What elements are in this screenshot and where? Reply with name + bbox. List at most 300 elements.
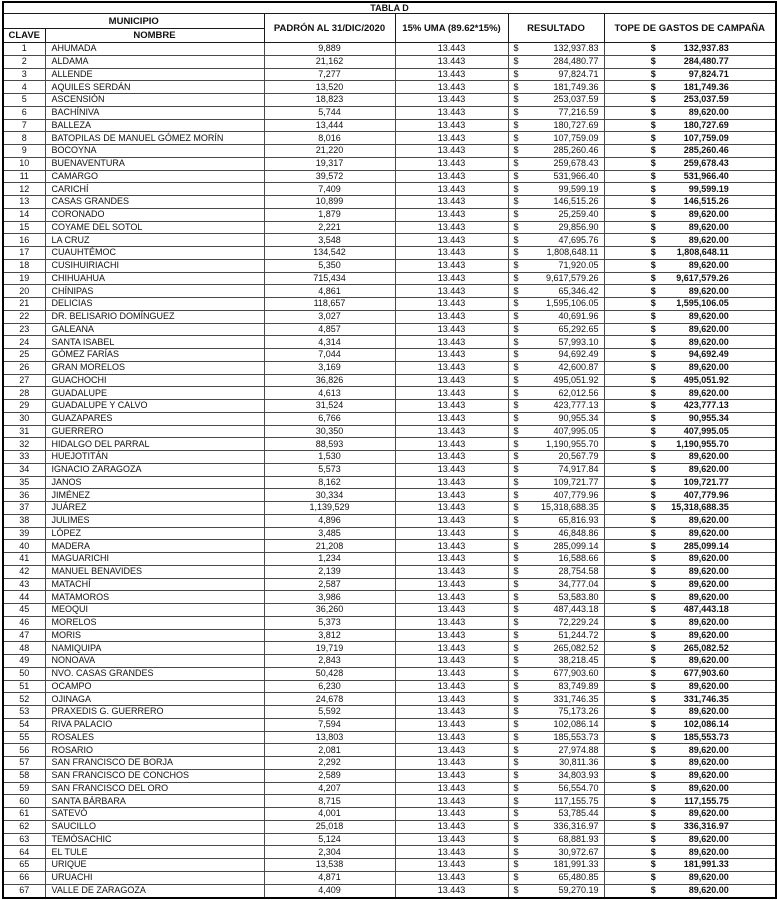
uma-cell: 13.443: [395, 744, 508, 757]
clave-cell: 36: [3, 489, 45, 502]
currency-symbol: $: [513, 425, 519, 436]
nombre-cell: ALLENDE: [45, 68, 264, 81]
currency-symbol: $: [513, 260, 519, 271]
currency-symbol: $: [513, 464, 519, 475]
resultado-value: 75,173.26: [558, 706, 599, 717]
resultado-cell: [508, 221, 604, 234]
resultado-amount: [509, 133, 604, 144]
currency-symbol: $: [650, 170, 656, 181]
currency-symbol: $: [650, 578, 656, 589]
currency-symbol: $: [650, 311, 656, 322]
currency-symbol: $: [650, 668, 656, 679]
resultado-amount: [509, 184, 604, 195]
table-row: [3, 833, 776, 846]
clave-cell: 10: [3, 157, 45, 170]
table-row: [3, 731, 776, 744]
tope-amount: [651, 668, 729, 679]
resultado-amount: [509, 783, 604, 794]
currency-symbol: $: [650, 132, 656, 143]
resultado-amount: [509, 235, 604, 246]
currency-symbol: $: [650, 107, 656, 118]
currency-symbol: $: [513, 885, 519, 896]
uma-cell: 13.443: [395, 604, 508, 617]
nombre-cell: JANOS: [45, 476, 264, 489]
padron-cell: 36,826: [264, 374, 395, 387]
nombre-cell: NAMIQUIPA: [45, 642, 264, 655]
currency-symbol: $: [650, 719, 656, 730]
padron-cell: 6,230: [264, 680, 395, 693]
tope-amount: [651, 490, 729, 501]
nombre-cell: HIDALGO DEL PARRAL: [45, 438, 264, 451]
nombre-cell: URUACHI: [45, 871, 264, 884]
uma-cell: 13.443: [395, 757, 508, 770]
currency-symbol: $: [650, 885, 656, 896]
padron-cell: 21,162: [264, 55, 395, 68]
currency-symbol: $: [650, 158, 656, 169]
table-row: [3, 667, 776, 680]
resultado-cell: [508, 718, 604, 731]
currency-symbol: $: [513, 387, 519, 398]
resultado-cell: [508, 68, 604, 81]
tope-cell: [604, 374, 776, 387]
currency-symbol: $: [513, 196, 519, 207]
currency-symbol: $: [513, 349, 519, 360]
table-row: [3, 400, 776, 413]
currency-symbol: $: [513, 119, 519, 130]
uma-cell: 13.443: [395, 106, 508, 119]
clave-cell: 9: [3, 145, 45, 158]
resultado-cell: [508, 285, 604, 298]
uma-cell: 13.443: [395, 183, 508, 196]
clave-cell: 62: [3, 820, 45, 833]
currency-symbol: $: [650, 119, 656, 130]
resultado-value: 107,759.09: [553, 132, 599, 143]
clave-cell: 25: [3, 349, 45, 362]
tope-cell: [604, 884, 776, 898]
tope-cell: [604, 718, 776, 731]
resultado-cell: [508, 234, 604, 247]
padron-cell: 2,843: [264, 655, 395, 668]
currency-symbol: $: [513, 145, 519, 156]
tope-value: 284,480.77: [683, 56, 729, 67]
padron-cell: 1,139,529: [264, 502, 395, 515]
padron-cell: 39,572: [264, 170, 395, 183]
tope-amount: [651, 592, 729, 603]
tope-cell: [604, 234, 776, 247]
tope-value: 89,620.00: [688, 706, 729, 717]
resultado-cell: [508, 642, 604, 655]
clave-cell: 30: [3, 412, 45, 425]
nombre-cell: TEMÓSACHIC: [45, 833, 264, 846]
nombre-cell: VALLE DE ZARAGOZA: [45, 884, 264, 898]
nombre-cell: GRAN MORELOS: [45, 361, 264, 374]
tope-cell: [604, 782, 776, 795]
tope-amount: [651, 451, 729, 462]
tope-amount: [651, 247, 729, 258]
table-row: [3, 119, 776, 132]
resultado-amount: [509, 796, 604, 807]
padron-cell: 13,520: [264, 81, 395, 94]
resultado-value: 71,920.05: [558, 260, 599, 271]
nombre-cell: MORIS: [45, 629, 264, 642]
uma-cell: 13.443: [395, 833, 508, 846]
nombre-cell: BUENAVENTURA: [45, 157, 264, 170]
tope-value: 1,808,648.11: [676, 247, 729, 258]
uma-cell: 13.443: [395, 387, 508, 400]
nombre-cell: LÓPEZ: [45, 527, 264, 540]
clave-cell: 56: [3, 744, 45, 757]
tope-value: 89,620.00: [688, 336, 729, 347]
currency-symbol: $: [513, 629, 519, 640]
currency-symbol: $: [650, 323, 656, 334]
padron-cell: 2,587: [264, 578, 395, 591]
tope-value: 89,620.00: [688, 655, 729, 666]
table-row: [3, 247, 776, 260]
tope-amount: [651, 566, 729, 577]
currency-symbol: $: [513, 617, 519, 628]
uma-cell: 13.443: [395, 667, 508, 680]
resultado-value: 68,881.93: [558, 833, 599, 844]
tope-value: 89,620.00: [688, 808, 729, 819]
table-row: [3, 706, 776, 719]
uma-cell: 13.443: [395, 400, 508, 413]
clave-cell: 40: [3, 540, 45, 553]
tope-cell: [604, 310, 776, 323]
uma-cell: 13.443: [395, 259, 508, 272]
currency-symbol: $: [513, 43, 519, 54]
nombre-cell: AHUMADA: [45, 43, 264, 56]
padron-cell: 4,409: [264, 884, 395, 898]
tope-value: 89,620.00: [688, 885, 729, 896]
tope-amount: [651, 643, 729, 654]
tope-cell: [604, 667, 776, 680]
resultado-value: 57,993.10: [558, 336, 599, 347]
currency-symbol: $: [650, 183, 656, 194]
document-page: [0, 1, 777, 900]
header-clave: CLAVE: [3, 29, 45, 43]
clave-cell: 12: [3, 183, 45, 196]
resultado-cell: [508, 591, 604, 604]
table-row: [3, 476, 776, 489]
resultado-amount: [509, 821, 604, 832]
tope-amount: [651, 426, 729, 437]
currency-symbol: $: [650, 362, 656, 373]
resultado-cell: [508, 871, 604, 884]
tope-amount: [651, 464, 729, 475]
currency-symbol: $: [513, 719, 519, 730]
tope-cell: [604, 119, 776, 132]
resultado-value: 181,749.36: [553, 81, 599, 92]
currency-symbol: $: [650, 566, 656, 577]
resultado-amount: [509, 579, 604, 590]
uma-cell: 13.443: [395, 680, 508, 693]
tope-cell: [604, 553, 776, 566]
currency-symbol: $: [650, 808, 656, 819]
uma-cell: 13.443: [395, 884, 508, 898]
tope-amount: [651, 515, 729, 526]
resultado-amount: [509, 528, 604, 539]
tope-amount: [651, 885, 729, 896]
tope-value: 89,620.00: [688, 451, 729, 462]
uma-cell: 13.443: [395, 642, 508, 655]
nombre-cell: COYAME DEL SOTOL: [45, 221, 264, 234]
resultado-amount: [509, 439, 604, 450]
resultado-cell: [508, 757, 604, 770]
tope-value: 185,553.73: [683, 731, 729, 742]
nombre-cell: SAN FRANCISCO DE BORJA: [45, 757, 264, 770]
tope-cell: [604, 412, 776, 425]
resultado-amount: [509, 617, 604, 628]
padron-cell: 3,548: [264, 234, 395, 247]
currency-symbol: $: [650, 298, 656, 309]
resultado-value: 407,779.96: [553, 489, 599, 500]
tope-amount: [651, 145, 729, 156]
table-row: [3, 106, 776, 119]
nombre-cell: GUADALUPE: [45, 387, 264, 400]
padron-cell: 715,434: [264, 272, 395, 285]
nombre-cell: URIQUE: [45, 859, 264, 872]
resultado-cell: [508, 336, 604, 349]
tope-amount: [651, 400, 729, 411]
resultado-amount: [509, 209, 604, 220]
tope-cell: [604, 795, 776, 808]
uma-cell: 13.443: [395, 412, 508, 425]
resultado-amount: [509, 426, 604, 437]
tope-cell: [604, 247, 776, 260]
resultado-cell: [508, 578, 604, 591]
uma-cell: 13.443: [395, 310, 508, 323]
currency-symbol: $: [513, 183, 519, 194]
tope-value: 89,620.00: [688, 846, 729, 857]
tope-amount: [651, 196, 729, 207]
resultado-value: 53,785.44: [558, 808, 599, 819]
table-row: [3, 489, 776, 502]
table-row: [3, 463, 776, 476]
tope-cell: [604, 514, 776, 527]
clave-cell: 26: [3, 361, 45, 374]
uma-cell: 13.443: [395, 374, 508, 387]
tope-value: 89,620.00: [688, 591, 729, 602]
currency-symbol: $: [513, 400, 519, 411]
nombre-cell: GUACHOCHI: [45, 374, 264, 387]
padron-cell: 3,027: [264, 310, 395, 323]
resultado-cell: [508, 655, 604, 668]
currency-symbol: $: [513, 209, 519, 220]
uma-cell: 13.443: [395, 349, 508, 362]
resultado-amount: [509, 553, 604, 564]
tope-amount: [651, 745, 729, 756]
resultado-amount: [509, 464, 604, 475]
table-row: [3, 578, 776, 591]
tope-amount: [651, 56, 729, 67]
padron-cell: 4,001: [264, 808, 395, 821]
nombre-cell: ASCENSIÓN: [45, 94, 264, 107]
tope-amount: [651, 541, 729, 552]
resultado-value: 117,155.75: [554, 795, 599, 806]
currency-symbol: $: [650, 604, 656, 615]
resultado-value: 25,259.40: [558, 209, 599, 220]
resultado-value: 181,991.33: [553, 859, 599, 870]
tope-amount: [651, 719, 729, 730]
currency-symbol: $: [513, 693, 519, 704]
currency-symbol: $: [513, 808, 519, 819]
header-padron: PADRÓN AL 31/DIC/2020: [264, 14, 395, 43]
resultado-cell: [508, 94, 604, 107]
resultado-amount: [509, 375, 604, 386]
header-municipio: MUNICIPIO: [3, 14, 264, 29]
resultado-amount: [509, 770, 604, 781]
table-row: [3, 693, 776, 706]
tope-cell: [604, 757, 776, 770]
uma-cell: 13.443: [395, 718, 508, 731]
resultado-cell: [508, 400, 604, 413]
resultado-cell: [508, 629, 604, 642]
currency-symbol: $: [513, 247, 519, 258]
tope-amount: [651, 120, 729, 131]
tope-amount: [651, 808, 729, 819]
resultado-value: 77,216.59: [558, 107, 599, 118]
resultado-amount: [509, 885, 604, 896]
currency-symbol: $: [650, 464, 656, 475]
tope-value: 15,318,688.35: [671, 502, 729, 513]
resultado-cell: [508, 349, 604, 362]
tope-cell: [604, 157, 776, 170]
currency-symbol: $: [513, 438, 519, 449]
resultado-value: 180,727.69: [553, 119, 599, 130]
currency-symbol: $: [513, 680, 519, 691]
padron-cell: 30,350: [264, 425, 395, 438]
nombre-cell: SANTA ISABEL: [45, 336, 264, 349]
resultado-amount: [509, 247, 604, 258]
padron-cell: 50,428: [264, 667, 395, 680]
tope-cell: [604, 323, 776, 336]
resultado-cell: [508, 259, 604, 272]
clave-cell: 39: [3, 527, 45, 540]
uma-cell: 13.443: [395, 706, 508, 719]
resultado-cell: [508, 119, 604, 132]
resultado-cell: [508, 846, 604, 859]
padron-cell: 4,896: [264, 514, 395, 527]
tope-value: 117,155.75: [684, 795, 729, 806]
resultado-amount: [509, 82, 604, 93]
table-row: [3, 132, 776, 145]
tope-cell: [604, 540, 776, 553]
currency-symbol: $: [650, 680, 656, 691]
table-row: [3, 272, 776, 285]
resultado-amount: [509, 604, 604, 615]
padron-cell: 118,657: [264, 298, 395, 311]
nombre-cell: MATAMOROS: [45, 591, 264, 604]
tope-value: 259,678.43: [683, 158, 729, 169]
uma-cell: 13.443: [395, 514, 508, 527]
nombre-cell: SANTA BÁRBARA: [45, 795, 264, 808]
clave-cell: 19: [3, 272, 45, 285]
tope-cell: [604, 361, 776, 374]
resultado-value: 30,972.67: [558, 846, 599, 857]
tope-value: 89,620.00: [688, 629, 729, 640]
resultado-value: 265,082.52: [553, 642, 599, 653]
currency-symbol: $: [513, 158, 519, 169]
tope-amount: [651, 311, 729, 322]
currency-symbol: $: [650, 247, 656, 258]
resultado-cell: [508, 157, 604, 170]
resultado-cell: [508, 272, 604, 285]
resultado-amount: [509, 324, 604, 335]
currency-symbol: $: [513, 859, 519, 870]
resultado-value: 253,037.59: [553, 94, 599, 105]
currency-symbol: $: [513, 566, 519, 577]
padron-cell: 2,589: [264, 769, 395, 782]
tope-cell: [604, 106, 776, 119]
resultado-cell: [508, 374, 604, 387]
nombre-cell: BACHÍNIVA: [45, 106, 264, 119]
clave-cell: 49: [3, 655, 45, 668]
currency-symbol: $: [513, 221, 519, 232]
tope-cell: [604, 642, 776, 655]
currency-symbol: $: [513, 706, 519, 717]
currency-symbol: $: [650, 349, 656, 360]
currency-symbol: $: [513, 782, 519, 793]
tope-amount: [651, 413, 729, 424]
resultado-value: 677,903.60: [553, 668, 599, 679]
currency-symbol: $: [513, 107, 519, 118]
tope-amount: [651, 209, 729, 220]
resultado-value: 1,595,106.05: [545, 298, 599, 309]
tope-amount: [651, 222, 729, 233]
resultado-value: 47,695.76: [558, 234, 599, 245]
currency-symbol: $: [650, 94, 656, 105]
resultado-cell: [508, 540, 604, 553]
clave-cell: 29: [3, 400, 45, 413]
currency-symbol: $: [513, 668, 519, 679]
tope-amount: [651, 502, 729, 513]
resultado-cell: [508, 833, 604, 846]
resultado-cell: [508, 604, 604, 617]
resultado-value: 99,599.19: [558, 183, 599, 194]
resultado-cell: [508, 132, 604, 145]
padron-cell: 5,573: [264, 463, 395, 476]
resultado-amount: [509, 196, 604, 207]
currency-symbol: $: [650, 617, 656, 628]
resultado-value: 487,443.18: [553, 604, 599, 615]
currency-symbol: $: [650, 425, 656, 436]
nombre-cell: CAMARGO: [45, 170, 264, 183]
table-row: [3, 55, 776, 68]
nombre-cell: GALEANA: [45, 323, 264, 336]
tope-cell: [604, 336, 776, 349]
nombre-cell: IGNACIO ZARAGOZA: [45, 463, 264, 476]
resultado-cell: [508, 298, 604, 311]
padron-cell: 4,871: [264, 871, 395, 884]
uma-cell: 13.443: [395, 871, 508, 884]
table-row: [3, 680, 776, 693]
tope-cell: [604, 808, 776, 821]
nombre-cell: GUERRERO: [45, 425, 264, 438]
tope-cell: [604, 221, 776, 234]
tope-amount: [651, 847, 729, 858]
uma-cell: 13.443: [395, 68, 508, 81]
tope-amount: [651, 872, 729, 883]
tope-value: 1,190,955.70: [676, 438, 729, 449]
clave-cell: 66: [3, 871, 45, 884]
tope-value: 407,995.05: [683, 425, 729, 436]
uma-cell: 13.443: [395, 285, 508, 298]
resultado-cell: [508, 820, 604, 833]
tope-cell: [604, 55, 776, 68]
resultado-amount: [509, 273, 604, 284]
clave-cell: 13: [3, 196, 45, 209]
clave-cell: 8: [3, 132, 45, 145]
